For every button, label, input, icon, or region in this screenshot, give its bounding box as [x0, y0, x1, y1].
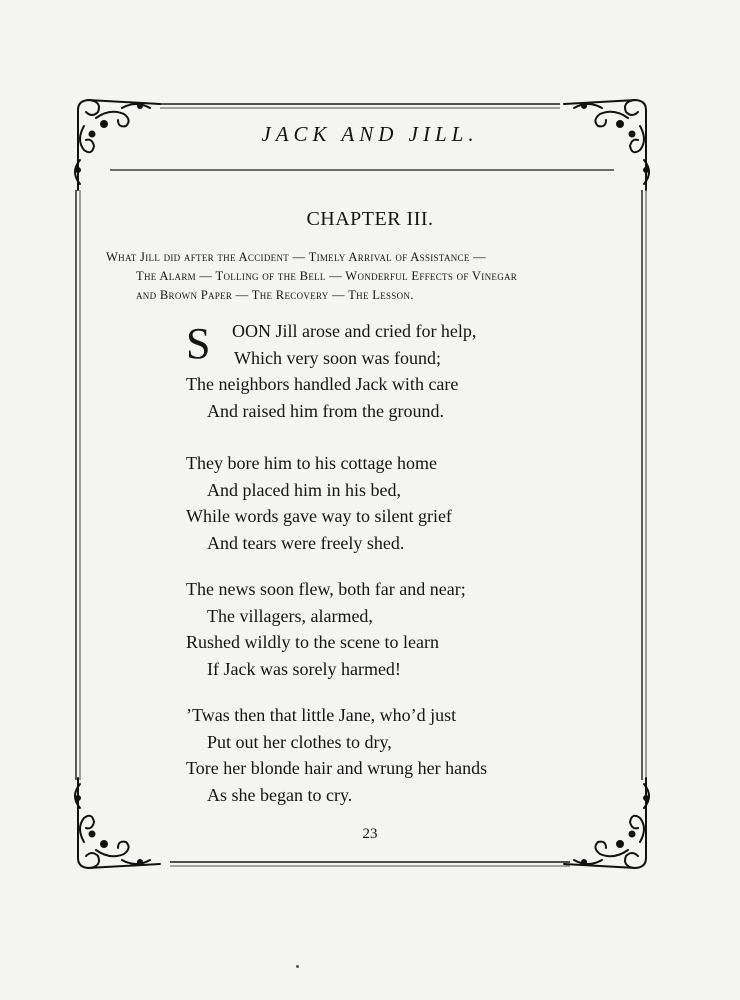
verse-line: ’Twas then that little Jane, who’d just: [186, 705, 457, 725]
verse-line: Which very soon was found;: [234, 347, 441, 368]
stanza: [186, 702, 487, 808]
drop-cap: S: [186, 319, 211, 368]
verse-line: And raised him from the ground.: [207, 400, 444, 421]
verse-line: S OON Jill arose and cried for help,: [186, 319, 477, 368]
stanza: [186, 318, 476, 424]
verse-line: And tears were freely shed.: [207, 532, 405, 553]
verse-line: Tore her blonde hair and wrung her hands: [186, 758, 488, 778]
chapter-summary: [106, 248, 624, 305]
summary-line: What Jill did after the Accident — Timely Arrival of Assistance —: [106, 250, 486, 264]
verse-line: The neighbors handled Jack with care: [186, 374, 459, 394]
stanza: [186, 450, 452, 556]
stanza: [186, 576, 466, 682]
verse-line: The news soon flew, both far and near;: [186, 579, 466, 599]
verse-line: Rushed wildly to the scene to learn: [186, 632, 439, 652]
speck: [296, 965, 299, 968]
verse-line: As she began to cry.: [207, 784, 353, 805]
chapter-title: CHAPTER III.: [306, 208, 434, 230]
running-head: [0, 122, 740, 147]
verse-line: While words gave way to silent grief: [186, 506, 452, 526]
verse-line: And placed him in his bed,: [207, 479, 401, 500]
running-title: JACK AND JILL.: [261, 122, 479, 146]
verse-line: The villagers, alarmed,: [207, 605, 373, 626]
verse-line: Put out her clothes to dry,: [207, 731, 392, 752]
page-number: 23: [362, 826, 378, 842]
summary-line: The Alarm — Tolling of the Bell — Wonderful Effects of Vinegar: [136, 269, 518, 283]
verse-line: If Jack was sorely harmed!: [207, 658, 401, 679]
summary-line: and Brown Paper — The Recovery — The Lesson.: [136, 288, 414, 302]
verse-line: They bore him to his cottage home: [186, 453, 437, 473]
